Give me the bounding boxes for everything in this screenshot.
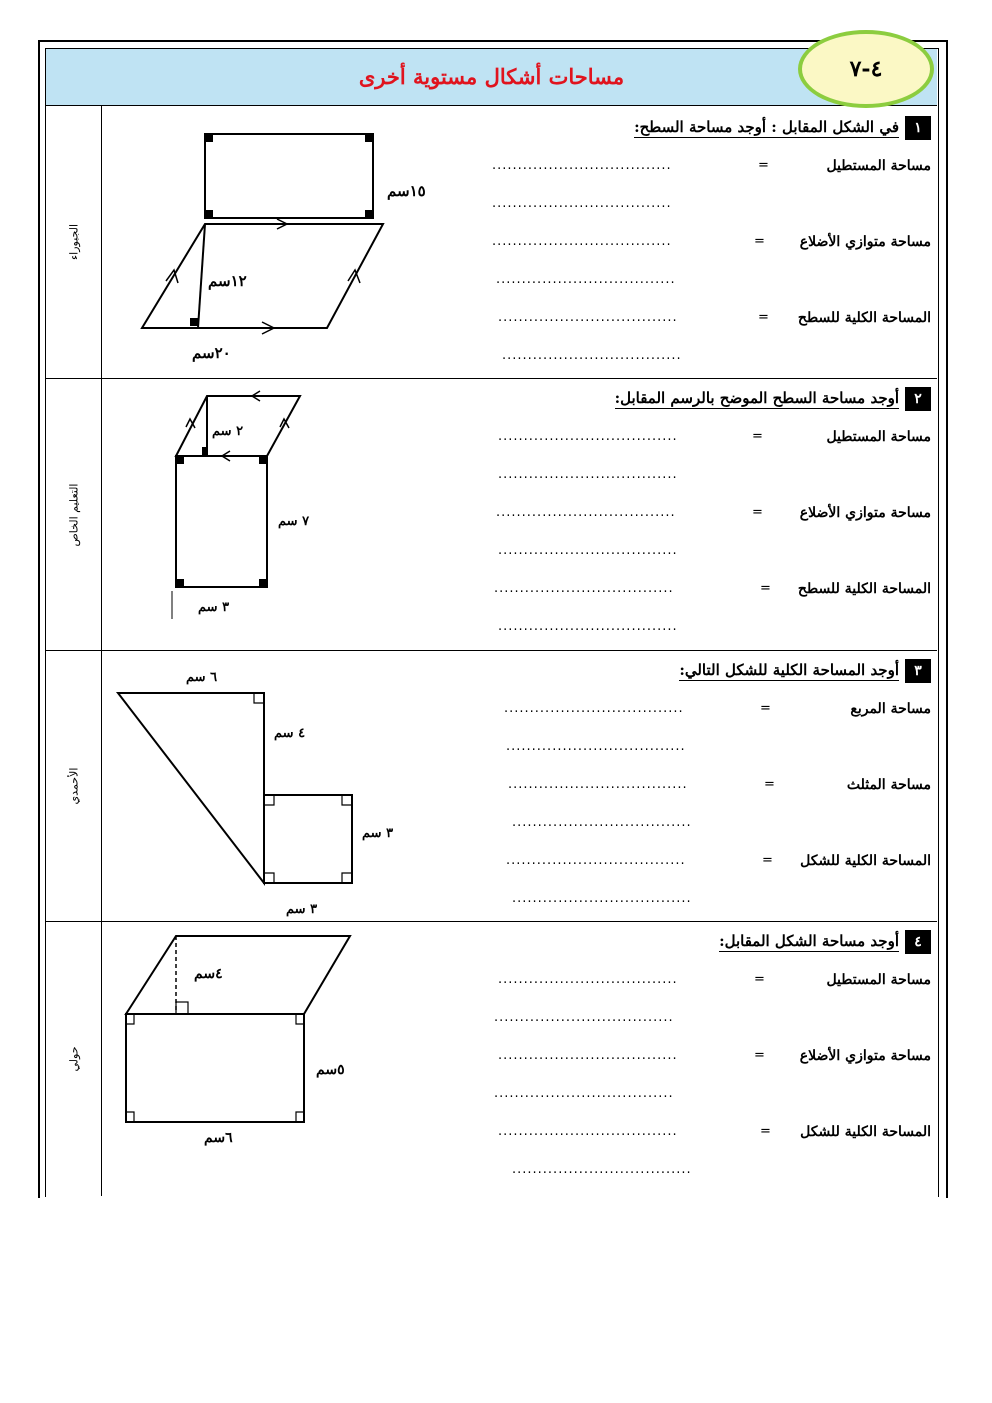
q4-rect-label: مساحة المستطيل [826,972,931,988]
q3-triangle-label: مساحة المثلث [846,777,931,793]
q2-total-label: المساحة الكلية للسطح [797,581,931,597]
q1-eq-1: = [758,158,770,173]
q3-total-label: المساحة الكلية للشكل [800,853,931,869]
q2-answer-3[interactable]: ................................... [494,581,674,596]
side-label-1: الجبوراء [46,106,102,378]
q2-eq-1: = [752,429,764,444]
q3-answer-3b[interactable]: ................................... [512,891,692,906]
question-2-header: ٢ أوجد مساحة السطح الموضح بالرسم المقابل: [615,387,931,411]
q2-eq-2: = [752,505,764,520]
q1-answer-3[interactable]: ................................... [498,310,678,325]
figure-1 [102,106,502,378]
q3-square-label: مساحة المربع [850,701,931,717]
label-7cm: ٧ سم [278,514,310,529]
q1-total-label: المساحة الكلية للسطح [797,310,931,326]
label-4cm: ٤ سم [274,726,306,741]
q4-eq-2: = [754,1048,766,1063]
q4-eq-3: = [760,1124,772,1139]
side-label-2: التعليم الخاص [46,379,102,650]
label-15cm: ١٥سم [387,182,426,200]
label-6cm: ٦ سم [186,670,218,685]
q4-answer-3b[interactable]: ................................... [512,1162,692,1177]
q3-answer-2[interactable]: ................................... [508,777,688,792]
q4-eq-1: = [754,972,766,987]
q4-total-label: المساحة الكلية للشكل [800,1124,931,1140]
label-3cm: ٣ سم [198,600,230,615]
q4-answer-1[interactable]: ................................... [498,972,678,987]
q1-answer-3b[interactable]: ................................... [502,348,682,363]
q1-eq-3: = [758,310,770,325]
side-label-4: حولي [46,922,102,1196]
q4-answer-1b[interactable]: ................................... [494,1010,674,1025]
q2-answer-1[interactable]: ................................... [498,429,678,444]
side-label-3: الأحمدي [46,651,102,921]
label-6cm: ٦سم [204,1130,233,1146]
q3-answer-2b[interactable]: ................................... [512,815,692,830]
label-3cm-side: ٣ سم [362,826,394,841]
question-3-header: ٣ أوجد المساحة الكلية للشكل التالي: [679,659,931,683]
q1-rect-label: مساحة المستطيل [826,158,931,174]
q3-answer-3[interactable]: ................................... [506,853,686,868]
q1-answer-1[interactable]: ................................... [492,158,672,173]
q1-eq-2: = [754,234,766,249]
q4-answer-3[interactable]: ................................... [498,1124,678,1139]
lesson-badge: ٤-٧ [798,30,934,108]
question-1 [46,106,937,379]
q1-answer-1b[interactable]: ................................... [492,196,672,211]
question-2 [46,379,937,651]
q1-answer-2[interactable]: ................................... [492,234,672,249]
q2-parallelogram-label: مساحة متوازي الأضلاع [799,505,931,521]
label-12cm: ١٢سم [208,272,247,290]
label-2cm: ٢ سم [212,424,244,439]
q1-answer-2b[interactable]: ................................... [496,272,676,287]
label-3cm-bottom: ٣ سم [286,902,318,917]
q2-answer-3b[interactable]: ................................... [498,619,678,634]
q3-eq-3: = [762,853,774,868]
figure-2 [102,379,502,650]
q2-answer-1b[interactable]: ................................... [498,467,678,482]
q2-rect-label: مساحة المستطيل [826,429,931,445]
question-4-header: ٤ أوجد مساحة الشكل المقابل: [719,930,931,954]
question-3 [46,651,937,922]
q3-answer-1[interactable]: ................................... [504,701,684,716]
q2-answer-2[interactable]: ................................... [496,505,676,520]
q3-eq-2: = [764,777,776,792]
q2-answer-2b[interactable]: ................................... [498,543,678,558]
q2-eq-3: = [760,581,772,596]
q3-answer-1b[interactable]: ................................... [506,739,686,754]
question-1-header: ١ في الشكل المقابل : أوجد مساحة السطح: [634,116,931,140]
figure-3 [102,651,502,921]
page-title: مساحات أشكال مستوية أخرى [358,64,625,89]
question-4 [46,922,937,1196]
label-4cm: ٤سم [194,966,223,982]
q3-eq-1: = [760,701,772,716]
q1-parallelogram-label: مساحة متوازي الأضلاع [799,234,931,250]
label-20cm: ٢٠سم [192,344,231,362]
figure-4 [102,922,502,1196]
q4-answer-2b[interactable]: ................................... [494,1086,674,1101]
label-5cm: ٥سم [316,1062,345,1078]
q4-answer-2[interactable]: ................................... [498,1048,678,1063]
q4-parallelogram-label: مساحة متوازي الأضلاع [799,1048,931,1064]
